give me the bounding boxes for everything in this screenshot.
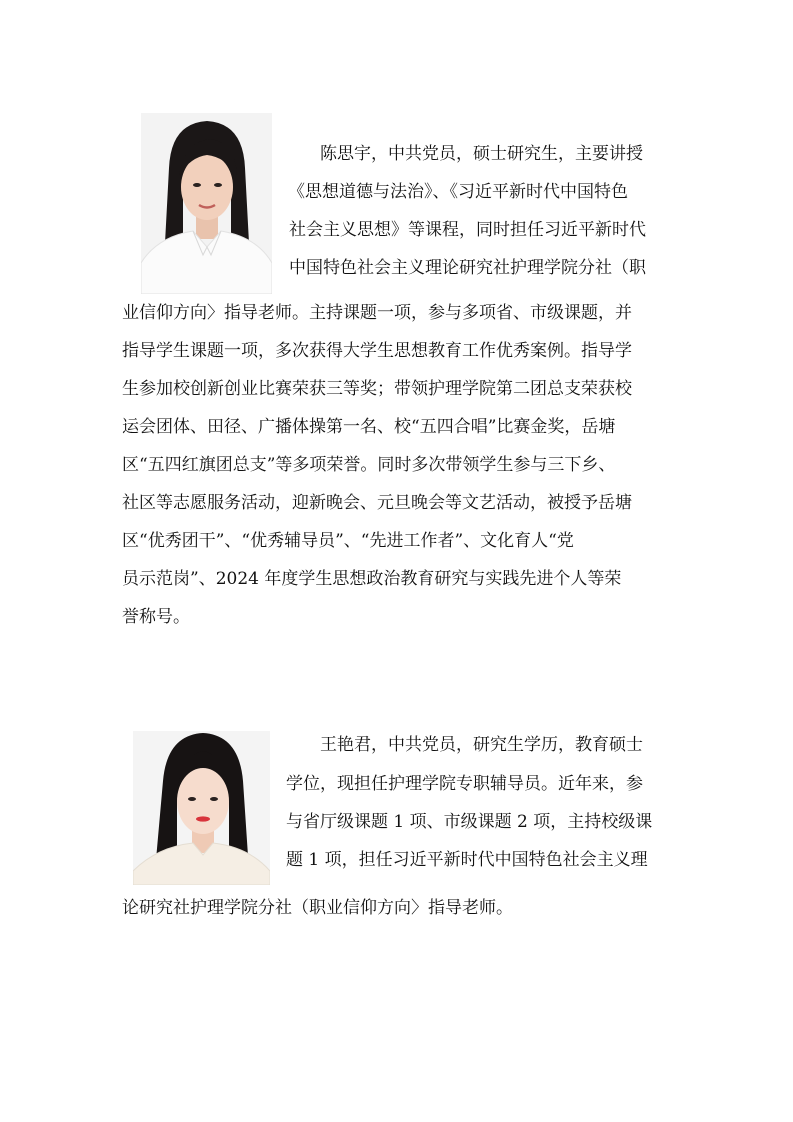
profile-2-line: 与省厅级课题 1 项、市级课题 2 项，主持校级课 <box>286 812 653 832</box>
profile-photo-2 <box>133 731 270 885</box>
profile-2-line: 学位，现担任护理学院专职辅导员。近年来，参 <box>286 774 643 794</box>
profile-photo-1 <box>141 113 272 294</box>
portrait-icon <box>133 731 270 885</box>
profile-1-line: 区“优秀团干”、“优秀辅导员”、“先进工作者”、文化育人“党 <box>122 531 574 551</box>
profile-2-line: 题 1 项，担任习近平新时代中国特色社会主义理 <box>286 850 648 870</box>
profile-1-line: 陈思宇，中共党员，硕士研究生，主要讲授 <box>320 144 643 164</box>
profile-1-line: 社会主义思想》等课程，同时担任习近平新时代 <box>289 220 646 240</box>
profile-1-line: 区“五四红旗团总支”等多项荣誉。同时多次带领学生参与三下乡、 <box>122 455 616 475</box>
profile-1-line: 生参加校创新创业比赛荣获三等奖；带领护理学院第二团总支荣获校 <box>122 379 632 399</box>
profile-1-line: 誉称号。 <box>122 607 190 627</box>
profile-1-line: 员示范岗”、2024 年度学生思想政治教育研究与实践先进个人等荣 <box>122 569 622 589</box>
profile-1-line: 指导学生课题一项，多次获得大学生思想教育工作优秀案例。指导学 <box>122 341 632 361</box>
profile-1-line: 业信仰方向〉指导老师。主持课题一项，参与多项省、市级课题，并 <box>122 303 632 323</box>
portrait-icon <box>141 113 272 294</box>
profile-1-line: 《思想道德与法治》、《习近平新时代中国特色 <box>288 182 628 202</box>
profile-2-line: 论研究社护理学院分社（职业信仰方向〉指导老师。 <box>122 898 513 918</box>
profile-1-line: 社区等志愿服务活动，迎新晚会、元旦晚会等文艺活动，被授予岳塘 <box>122 493 632 513</box>
profile-1-line: 运会团体、田径、广播体操第一名、校“五四合唱”比赛金奖，岳塘 <box>122 417 616 437</box>
profile-2-line: 王艳君，中共党员，研究生学历，教育硕士 <box>320 735 643 755</box>
profile-1-line: 中国特色社会主义理论研究社护理学院分社（职 <box>289 258 646 278</box>
